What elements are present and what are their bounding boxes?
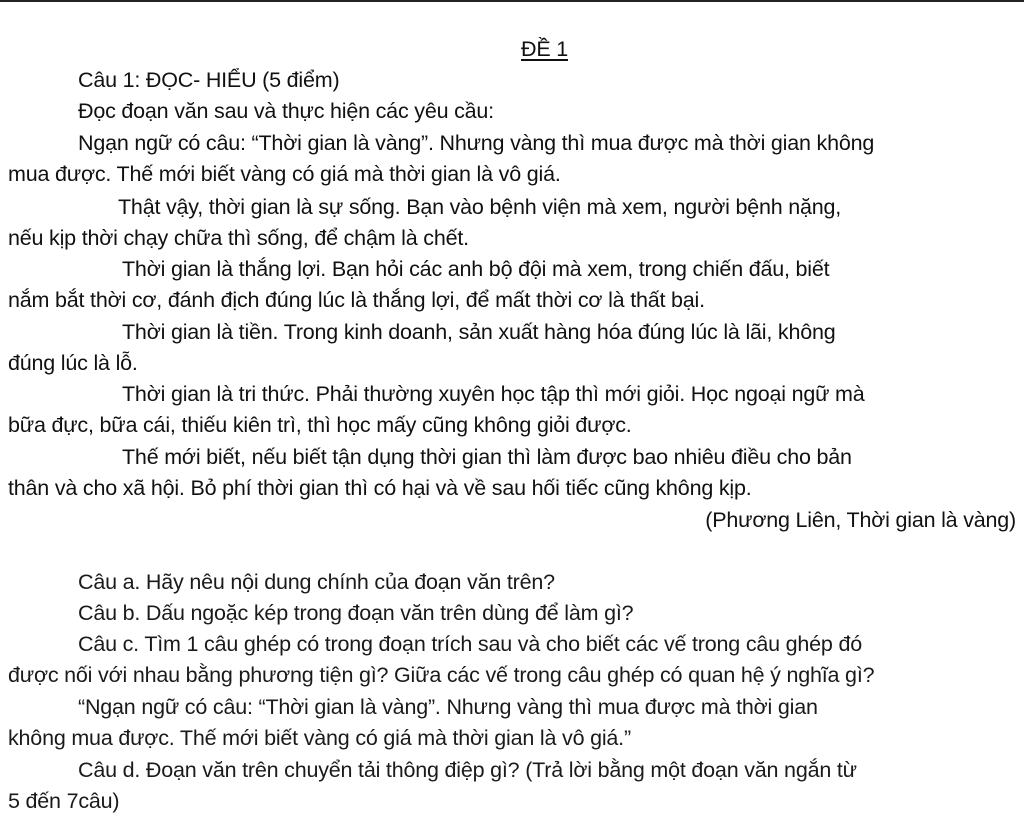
passage-line: Thời gian là thắng lợi. Bạn hỏi các anh bộ đội mà xem, trong chiến đấu, biết (122, 257, 830, 281)
question-d: Câu d. Đoạn văn trên chuyển tải thông điệp gì? (Trả lời bằng một đoạn văn ngắn từ (78, 758, 857, 782)
source-citation: (Phương Liên, Thời gian là vàng) (705, 508, 1016, 532)
section-heading: Câu 1: ĐỌC- HIỂU (5 điểm) (78, 68, 340, 92)
passage-line: Ngạn ngữ có câu: “Thời gian là vàng”. Nhưng vàng thì mua được mà thời gian không (78, 131, 875, 155)
question-d-continued: 5 đến 7câu) (8, 789, 120, 813)
passage-line: Thời gian là tri thức. Phải thường xuyên học tập thì mới giỏi. Học ngoại ngữ mà (122, 382, 865, 406)
passage-line: nắm bắt thời cơ, đánh địch đúng lúc là thắng lợi, để mất thời cơ là thất bại. (8, 288, 705, 312)
passage-line: nếu kịp thời chạy chữa thì sống, để chậm là chết. (8, 226, 469, 250)
quoted-excerpt-continued: không mua được. Thế mới biết vàng có giá mà thời gian là vô giá.” (8, 726, 631, 750)
instruction: Đọc đoạn văn sau và thực hiện các yêu cầu: (78, 99, 494, 123)
question-c-continued: được nối với nhau bằng phương tiện gì? Giữa các vế trong câu ghép có quan hệ ý nghĩa gì? (8, 663, 875, 687)
passage-line: đúng lúc là lỗ. (8, 351, 138, 375)
passage-line: bữa đực, bữa cái, thiếu kiên trì, thì học mấy cũng không giỏi được. (8, 413, 632, 437)
exam-title: ĐỀ 1 (521, 37, 568, 61)
passage-line: mua được. Thế mới biết vàng có giá mà thời gian là vô giá. (8, 162, 561, 186)
passage-line: thân và cho xã hội. Bỏ phí thời gian thì có hại và về sau hối tiếc cũng không kịp. (8, 476, 752, 500)
question-b: Câu b. Dấu ngoặc kép trong đoạn văn trên dùng để làm gì? (78, 601, 634, 625)
passage-line: Thật vậy, thời gian là sự sống. Bạn vào bệnh viện mà xem, người bệnh nặng, (118, 195, 842, 219)
passage-line: Thế mới biết, nếu biết tận dụng thời gian thì làm được bao nhiêu điều cho bản (122, 445, 852, 469)
question-c: Câu c. Tìm 1 câu ghép có trong đoạn trích sau và cho biết các vế trong câu ghép đó (78, 632, 862, 656)
quoted-excerpt: “Ngạn ngữ có câu: “Thời gian là vàng”. Nhưng vàng thì mua được mà thời gian (78, 695, 818, 719)
passage-line: Thời gian là tiền. Trong kinh doanh, sản xuất hàng hóa đúng lúc là lãi, không (122, 320, 836, 344)
question-a: Câu a. Hãy nêu nội dung chính của đoạn văn trên? (78, 570, 555, 594)
